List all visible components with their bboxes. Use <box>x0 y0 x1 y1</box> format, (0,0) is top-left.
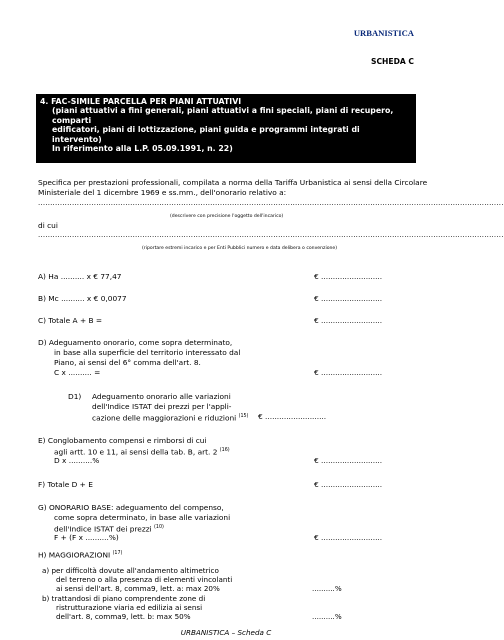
row-h-a-line-1: a) per difficoltà dovute all'andamento altimetrico <box>42 566 219 575</box>
section-title: URBANISTICA <box>353 28 414 38</box>
assignment-dotted-line: ................................................................................................................................................................................................ <box>38 231 504 239</box>
row-e-amount: € .......................... <box>314 456 383 465</box>
row-d-amount: € .......................... <box>314 368 383 377</box>
row-h-b-line-1: b) trattandosi di piano comprendente zone di <box>42 594 206 603</box>
row-f-label: F) Totale D + E <box>38 480 93 489</box>
row-d1-amount: € .......................... <box>258 412 327 421</box>
row-h-b-percent: ..........% <box>312 612 342 621</box>
row-d1-line-1: Adeguamento onorario alle variazioni <box>92 392 231 401</box>
assignment-note: (riportare estremi incarico e per Enti Pubblici numero e data delibera o convenzione) <box>142 246 338 251</box>
row-h-b-line-2: ristrutturazione viaria ed edilizia ai sensi <box>56 603 203 612</box>
row-g-line-4: F + (F x ..........%) <box>54 533 119 542</box>
row-e-line-1: E) Conglobamento compensi e rimborsi di cui <box>38 436 207 445</box>
banner-reference: In riferimento alla L.P. 05.09.1991, n. 22) <box>52 144 233 154</box>
row-g-line-3: dell'Indice ISTAT dei prezzi $^{(10)}$ <box>54 524 164 534</box>
banner-subtitle-2: edificatori, piani di lottizzazione, piani guida e programmi integrati di intervento) <box>52 125 360 144</box>
row-d1-line-3: cazione delle maggiorazioni e riduzioni $^{(15)}$ <box>92 413 249 423</box>
row-g-footnote: (10) <box>154 525 164 530</box>
intro-line-2: Ministeriale del 1 dicembre 1969 e ss.mm., dell'onorario relativo a: <box>38 188 287 197</box>
row-e-line-2: agli artt. 10 e 11, ai sensi della tab. B, art. 2 $^{(16)}$ <box>54 447 230 457</box>
row-d-line-3: Piano, ai sensi del 6° comma dell'art. 8. <box>54 358 201 367</box>
row-f-amount: € .......................... <box>314 480 383 489</box>
row-d-line-2: in base alla superficie del territorio interessato dal <box>54 348 241 357</box>
row-d-line-1: D) Adeguamento onorario, come sopra determinato, <box>38 338 233 347</box>
row-d-line-4: C x .......... = <box>54 368 101 377</box>
row-g-line-2: come sopra determinato, in base alle variazioni <box>54 513 231 522</box>
intro-line-1: Specifica per prestazioni professionali, compilata a norma della Tariffa Urbanistica ai sensi della Circolare <box>38 178 428 187</box>
row-g-line-1: G) ONORARIO BASE: adeguamento del compenso, <box>38 503 224 512</box>
object-dotted-line: ................................................................................................................................................................................................ <box>38 199 504 207</box>
row-a-label: A) Ha .......... x € 77,47 <box>38 272 122 281</box>
scheda-label: SCHEDA C <box>371 57 414 66</box>
row-d1-footnote: (15) <box>238 414 249 419</box>
row-d1-label: D1) <box>68 392 82 401</box>
row-h-a-percent: ..........% <box>312 584 342 593</box>
row-e-footnote: (16) <box>219 448 230 453</box>
row-h-a-line-2: del terreno o alla presenza di elementi vincolanti <box>56 575 233 584</box>
title-banner <box>36 94 416 163</box>
row-h-b-line-3: dell'art. 8, comma9, lett. b: max 50% <box>56 612 191 621</box>
row-g-amount: € .......................... <box>314 533 383 542</box>
row-h-title: H) MAGGIORAZIONI $^{(17)}$ <box>38 550 123 560</box>
row-h-footnote: (17) <box>112 551 123 556</box>
row-a-amount: € .......................... <box>314 272 383 281</box>
banner-subtitle-1: (piani attuativi a fini generali, piani attuativi a fini speciali, piani di recupero, comparti <box>52 106 394 125</box>
row-h-a-line-3: ai sensi dell'art. 8, comma9, lett. a: max 20% <box>56 584 220 593</box>
row-b-amount: € .......................... <box>314 294 383 303</box>
object-note: (descrivere con precisione l'oggetto dell'incarico) <box>170 214 284 219</box>
row-d1-line-2: dell'Indice ISTAT dei prezzi per l'appli- <box>92 402 232 411</box>
row-b-label: B) Mc .......... x € 0,0077 <box>38 294 127 303</box>
banner-title: 4. FAC-SIMILE PARCELLA PER PIANI ATTUATIVI <box>40 97 242 106</box>
page-footer: URBANISTICA – Scheda C <box>180 628 272 637</box>
di-cui-label: di cui <box>38 221 58 230</box>
row-c-label: C) Totale A + B = <box>38 316 103 325</box>
row-e-line-3: D x ..........% <box>54 456 100 465</box>
row-c-amount: € .......................... <box>314 316 383 325</box>
